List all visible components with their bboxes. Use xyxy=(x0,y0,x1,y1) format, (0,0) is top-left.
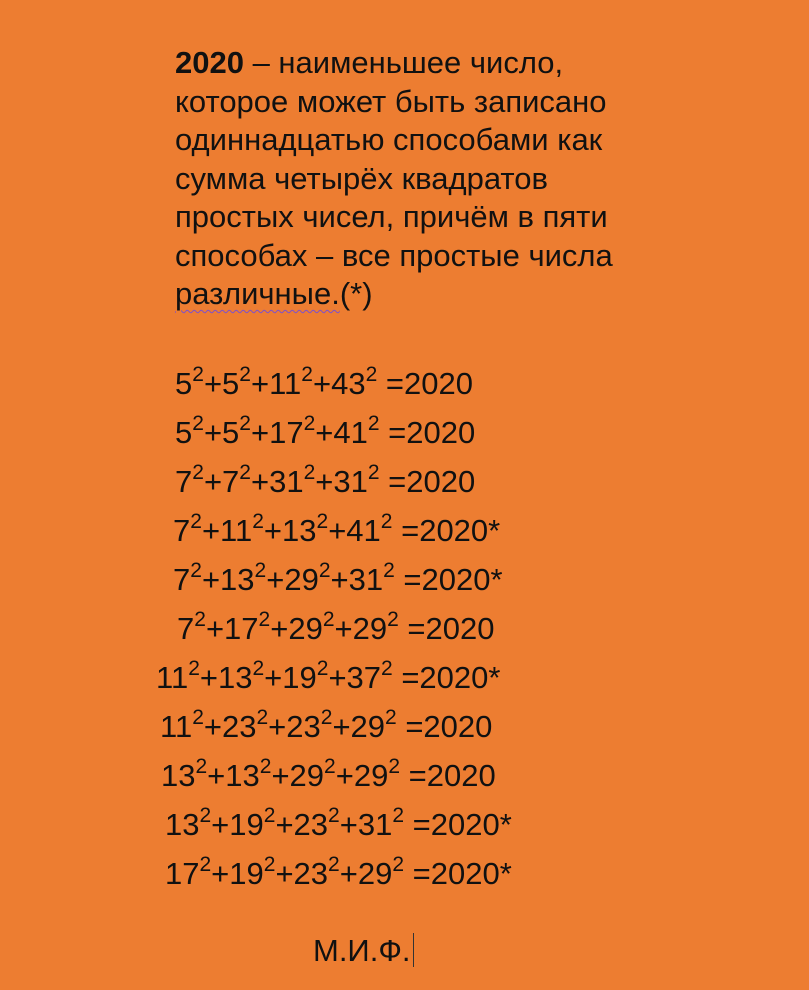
equation-term: +19 xyxy=(211,856,264,891)
exponent: 2 xyxy=(387,607,399,631)
exponent: 2 xyxy=(318,558,331,582)
exponent: 2 xyxy=(301,362,313,386)
intro-line-3: одиннадцатью способами как xyxy=(175,122,603,157)
equation-term: +17 xyxy=(205,611,259,646)
exponent: 2 xyxy=(239,362,251,386)
exponent: 2 xyxy=(263,852,276,876)
exponent: 2 xyxy=(259,754,272,778)
equation-term: +23 xyxy=(268,709,321,744)
equation-line xyxy=(175,460,476,501)
equation-term: +13 xyxy=(263,513,317,548)
equation-term: +29 xyxy=(334,611,388,646)
equation-line xyxy=(165,852,512,893)
intro-line-1: 2020 – наименьшее число, xyxy=(175,45,564,80)
text-cursor xyxy=(413,933,414,967)
equation-term: 7 xyxy=(173,513,191,548)
equation-term: +19 xyxy=(264,660,317,695)
equation-term: +29 xyxy=(271,758,325,793)
exponent: 2 xyxy=(392,852,405,876)
equation-term: +5 xyxy=(203,415,240,450)
exponent: 2 xyxy=(194,607,206,631)
equation-line xyxy=(173,558,503,599)
exponent: 2 xyxy=(190,558,202,582)
equation-result: =2020* xyxy=(394,562,503,597)
intro-line-7 xyxy=(175,275,695,314)
equation-term: +31 xyxy=(250,464,304,499)
equation-result: =2020* xyxy=(392,513,501,548)
equation-term: +13 xyxy=(207,758,260,793)
equation-line xyxy=(161,754,496,795)
equation-term: +7 xyxy=(203,464,240,499)
equation-term: 7 xyxy=(175,464,193,499)
equation-result: =2020* xyxy=(404,856,512,891)
equation-term: +43 xyxy=(312,366,366,401)
exponent: 2 xyxy=(316,509,329,533)
equation-line xyxy=(173,509,501,550)
equation-term: 13 xyxy=(165,807,200,842)
equation-term: +29 xyxy=(332,709,386,744)
equation-term: +29 xyxy=(335,758,389,793)
equation-term: +17 xyxy=(250,415,304,450)
equation-term: +23 xyxy=(275,807,329,842)
intro-line-5: простых чисел, причём в пяти xyxy=(175,199,608,234)
exponent: 2 xyxy=(256,705,269,729)
exponent: 2 xyxy=(252,656,265,680)
equation-term: +41 xyxy=(328,513,381,548)
equation-term: +31 xyxy=(339,807,393,842)
signature xyxy=(313,932,414,970)
exponent: 2 xyxy=(328,803,340,827)
equation-result: =2020* xyxy=(392,660,501,695)
equation-term: +29 xyxy=(339,856,393,891)
exponent: 2 xyxy=(322,607,335,631)
exponent: 2 xyxy=(303,411,316,435)
exponent: 2 xyxy=(254,558,267,582)
exponent: 2 xyxy=(239,460,251,484)
equation-term: 11 xyxy=(156,660,189,695)
exponent: 2 xyxy=(263,803,276,827)
equation-term: +31 xyxy=(330,562,384,597)
year-bold: 2020 xyxy=(175,45,244,80)
equation-line xyxy=(175,362,473,403)
equation-term: +37 xyxy=(328,660,382,695)
equation-result: =2020 xyxy=(398,611,495,646)
intro-line-6: способах – все простые числа xyxy=(175,237,613,273)
equation-term: +19 xyxy=(211,807,264,842)
exponent: 2 xyxy=(258,607,271,631)
intro-paragraph xyxy=(175,44,695,314)
equation-line xyxy=(177,607,495,648)
equation-result: =2020* xyxy=(404,807,512,842)
equation-result: =2020 xyxy=(379,464,476,499)
equation-line xyxy=(156,656,501,697)
equation-term: +11 xyxy=(250,366,302,401)
equation-term: +13 xyxy=(199,660,253,695)
exponent: 2 xyxy=(303,460,316,484)
exponent: 2 xyxy=(188,656,200,680)
equation-term: 11 xyxy=(160,709,193,744)
exponent: 2 xyxy=(392,803,405,827)
exponent: 2 xyxy=(324,754,336,778)
exponent: 2 xyxy=(381,656,393,680)
equation-term: +23 xyxy=(203,709,257,744)
equation-result: =2020 xyxy=(377,366,473,401)
exponent: 2 xyxy=(365,362,378,386)
equation-term: +31 xyxy=(315,464,368,499)
equation-result: =2020 xyxy=(379,415,476,450)
equation-term: 17 xyxy=(165,856,200,891)
equation-term: +41 xyxy=(315,415,368,450)
exponent: 2 xyxy=(328,852,340,876)
exponent: 2 xyxy=(190,509,202,533)
equation-term: 7 xyxy=(173,562,191,597)
footnote-marker: (*) xyxy=(339,276,373,311)
exponent: 2 xyxy=(192,411,204,435)
exponent: 2 xyxy=(192,362,204,386)
equation-line xyxy=(165,803,512,844)
exponent: 2 xyxy=(199,803,212,827)
intro-line-2: которое может быть записано xyxy=(175,83,607,119)
equation-line xyxy=(175,411,476,452)
exponent: 2 xyxy=(367,460,380,484)
equation-term: 7 xyxy=(177,611,195,646)
spellcheck-underlined-word: различные. xyxy=(175,276,340,311)
exponent: 2 xyxy=(380,509,393,533)
exponent: 2 xyxy=(320,705,333,729)
equation-term: +23 xyxy=(275,856,329,891)
equation-term: +29 xyxy=(270,611,323,646)
signature-text: М.И.Ф. xyxy=(313,933,411,968)
equation-term: +5 xyxy=(203,366,240,401)
equation-term: +11 xyxy=(201,513,253,548)
exponent: 2 xyxy=(192,460,204,484)
exponent: 2 xyxy=(192,705,204,729)
intro-line-4: сумма четырёх квадратов xyxy=(175,160,548,196)
exponent: 2 xyxy=(239,411,251,435)
equation-term: +29 xyxy=(266,562,319,597)
exponent: 2 xyxy=(367,411,380,435)
equation-term: 5 xyxy=(175,366,193,401)
exponent: 2 xyxy=(385,705,397,729)
equation-result: =2020 xyxy=(396,709,493,744)
equation-term: +13 xyxy=(201,562,255,597)
equation-term: 5 xyxy=(175,415,193,450)
equation-term: 13 xyxy=(161,758,196,793)
exponent: 2 xyxy=(195,754,208,778)
exponent: 2 xyxy=(199,852,212,876)
exponent: 2 xyxy=(316,656,329,680)
exponent: 2 xyxy=(388,754,401,778)
exponent: 2 xyxy=(383,558,395,582)
equation-line xyxy=(160,705,493,746)
equation-result: =2020 xyxy=(400,758,496,793)
exponent: 2 xyxy=(252,509,264,533)
